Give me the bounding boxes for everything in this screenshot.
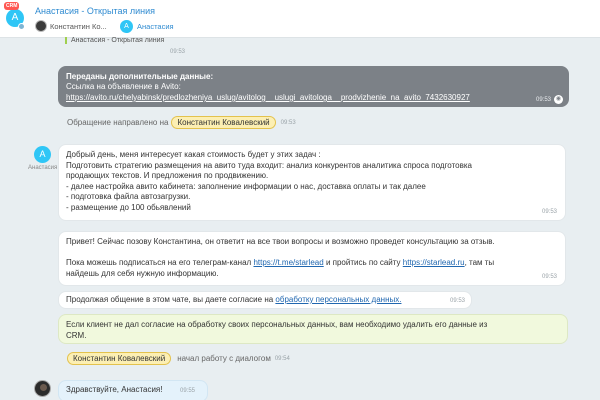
message-line: - далее настройка авито кабинета: заполнение информации о нас, доставка оплаты и так далее xyxy=(66,181,426,191)
routed-text: Обращение направлено на xyxy=(67,118,169,127)
message-line: - размещение до 100 обьявлений xyxy=(66,202,191,212)
message-line: Подготовить стратегию размещения на авито туда входит: анализ конкурентов аналитика спроса подготовка xyxy=(66,160,472,170)
site-link[interactable]: https://starlead.ru xyxy=(402,258,465,267)
message-line: Если клиент не дал согласие на обработку своих персональных данных, вам необходимо удалить его данные из xyxy=(66,320,488,329)
system-message-line: Ссылка на объявление в Avito: xyxy=(66,82,181,91)
system-notice-message xyxy=(58,314,568,344)
message-line xyxy=(66,295,464,306)
message-line: продающих текстов. И предложения по продвижению. xyxy=(66,171,269,180)
consent-message xyxy=(58,291,472,309)
quoted-source xyxy=(65,37,185,44)
participant-client[interactable] xyxy=(120,19,174,33)
operator-chip[interactable]: Константин Ковалевский xyxy=(67,352,171,365)
operator-message xyxy=(58,380,208,400)
client-mini-avatar: A xyxy=(120,20,133,33)
message-line: найдешь для себя нужную информацию. xyxy=(66,268,219,278)
work-started-time: 09:54 xyxy=(274,355,290,362)
message-line xyxy=(66,258,558,269)
avito-link[interactable]: https://avito.ru/chelyabinsk/predlozheniya_uslug/avitolog__uslugi_avitologa__prodvizhenie_na_avito_7432630927 xyxy=(66,93,470,102)
quoted-source-time: 09:53 xyxy=(170,49,186,55)
chat-title[interactable]: Анастасия - Открытая линия xyxy=(35,6,155,16)
quoted-source-name: Анастасия - Открытая линия xyxy=(71,37,165,44)
chat-avatar[interactable]: A xyxy=(6,9,24,27)
system-message-title: Переданы дополнительные данные: xyxy=(66,72,214,81)
work-started-notice xyxy=(67,352,290,365)
message-text: и пройтись по сайту xyxy=(323,258,403,267)
message-text: Пока можешь подписаться на его телеграм-канал xyxy=(66,258,254,267)
routed-notice xyxy=(67,116,296,129)
avatar-photo xyxy=(40,384,47,391)
work-started-text: начал работу с диалогом xyxy=(177,354,271,363)
operator-avatar[interactable] xyxy=(34,380,51,397)
system-message xyxy=(58,66,569,107)
message-time: 09:53 xyxy=(541,274,557,280)
channel-icon xyxy=(18,23,25,30)
message-spacer xyxy=(66,248,558,259)
message-line: Добрый день, меня интересует какая стоимость будет у этих задач : xyxy=(66,150,321,159)
system-message-time: 09:53 xyxy=(535,97,551,103)
message-text: , там ты xyxy=(464,258,495,267)
message-time: 09:55 xyxy=(180,388,196,394)
privacy-link[interactable]: обработку персональных данных. xyxy=(275,295,402,304)
eye-icon: ◉ xyxy=(555,96,562,102)
message-time: 09:53 xyxy=(541,209,557,215)
participant-client-name: Анастасия xyxy=(137,21,174,31)
chat-header xyxy=(0,0,600,38)
message-line: Привет! Сейчас позову Константина, он ответит на все твои вопросы и возможно проведет консультацию за отзыв. xyxy=(66,237,495,246)
routed-time: 09:53 xyxy=(280,119,296,126)
crm-badge: CRM xyxy=(6,3,18,9)
message-time: 09:53 xyxy=(449,298,465,304)
message-line: Здравствуйте, Анастасия! xyxy=(66,385,163,394)
bot-message xyxy=(58,231,566,286)
message-line: - подготовка файла автозагрузки. xyxy=(66,192,191,201)
message-text: Продолжая общение в этом чате, вы даете согласие на xyxy=(66,295,276,304)
telegram-link[interactable]: https://t.me/starlead xyxy=(253,258,324,267)
operator-avatar xyxy=(35,20,47,32)
client-avatar[interactable]: A xyxy=(34,146,51,163)
participant-operator[interactable] xyxy=(35,19,107,33)
message-line: CRM. xyxy=(66,330,87,340)
client-name: Анастасия xyxy=(28,165,58,171)
participant-operator-name: Константин Ко... xyxy=(50,21,107,31)
operator-chip[interactable]: Константин Ковалевский xyxy=(171,116,275,129)
client-message xyxy=(58,144,566,221)
